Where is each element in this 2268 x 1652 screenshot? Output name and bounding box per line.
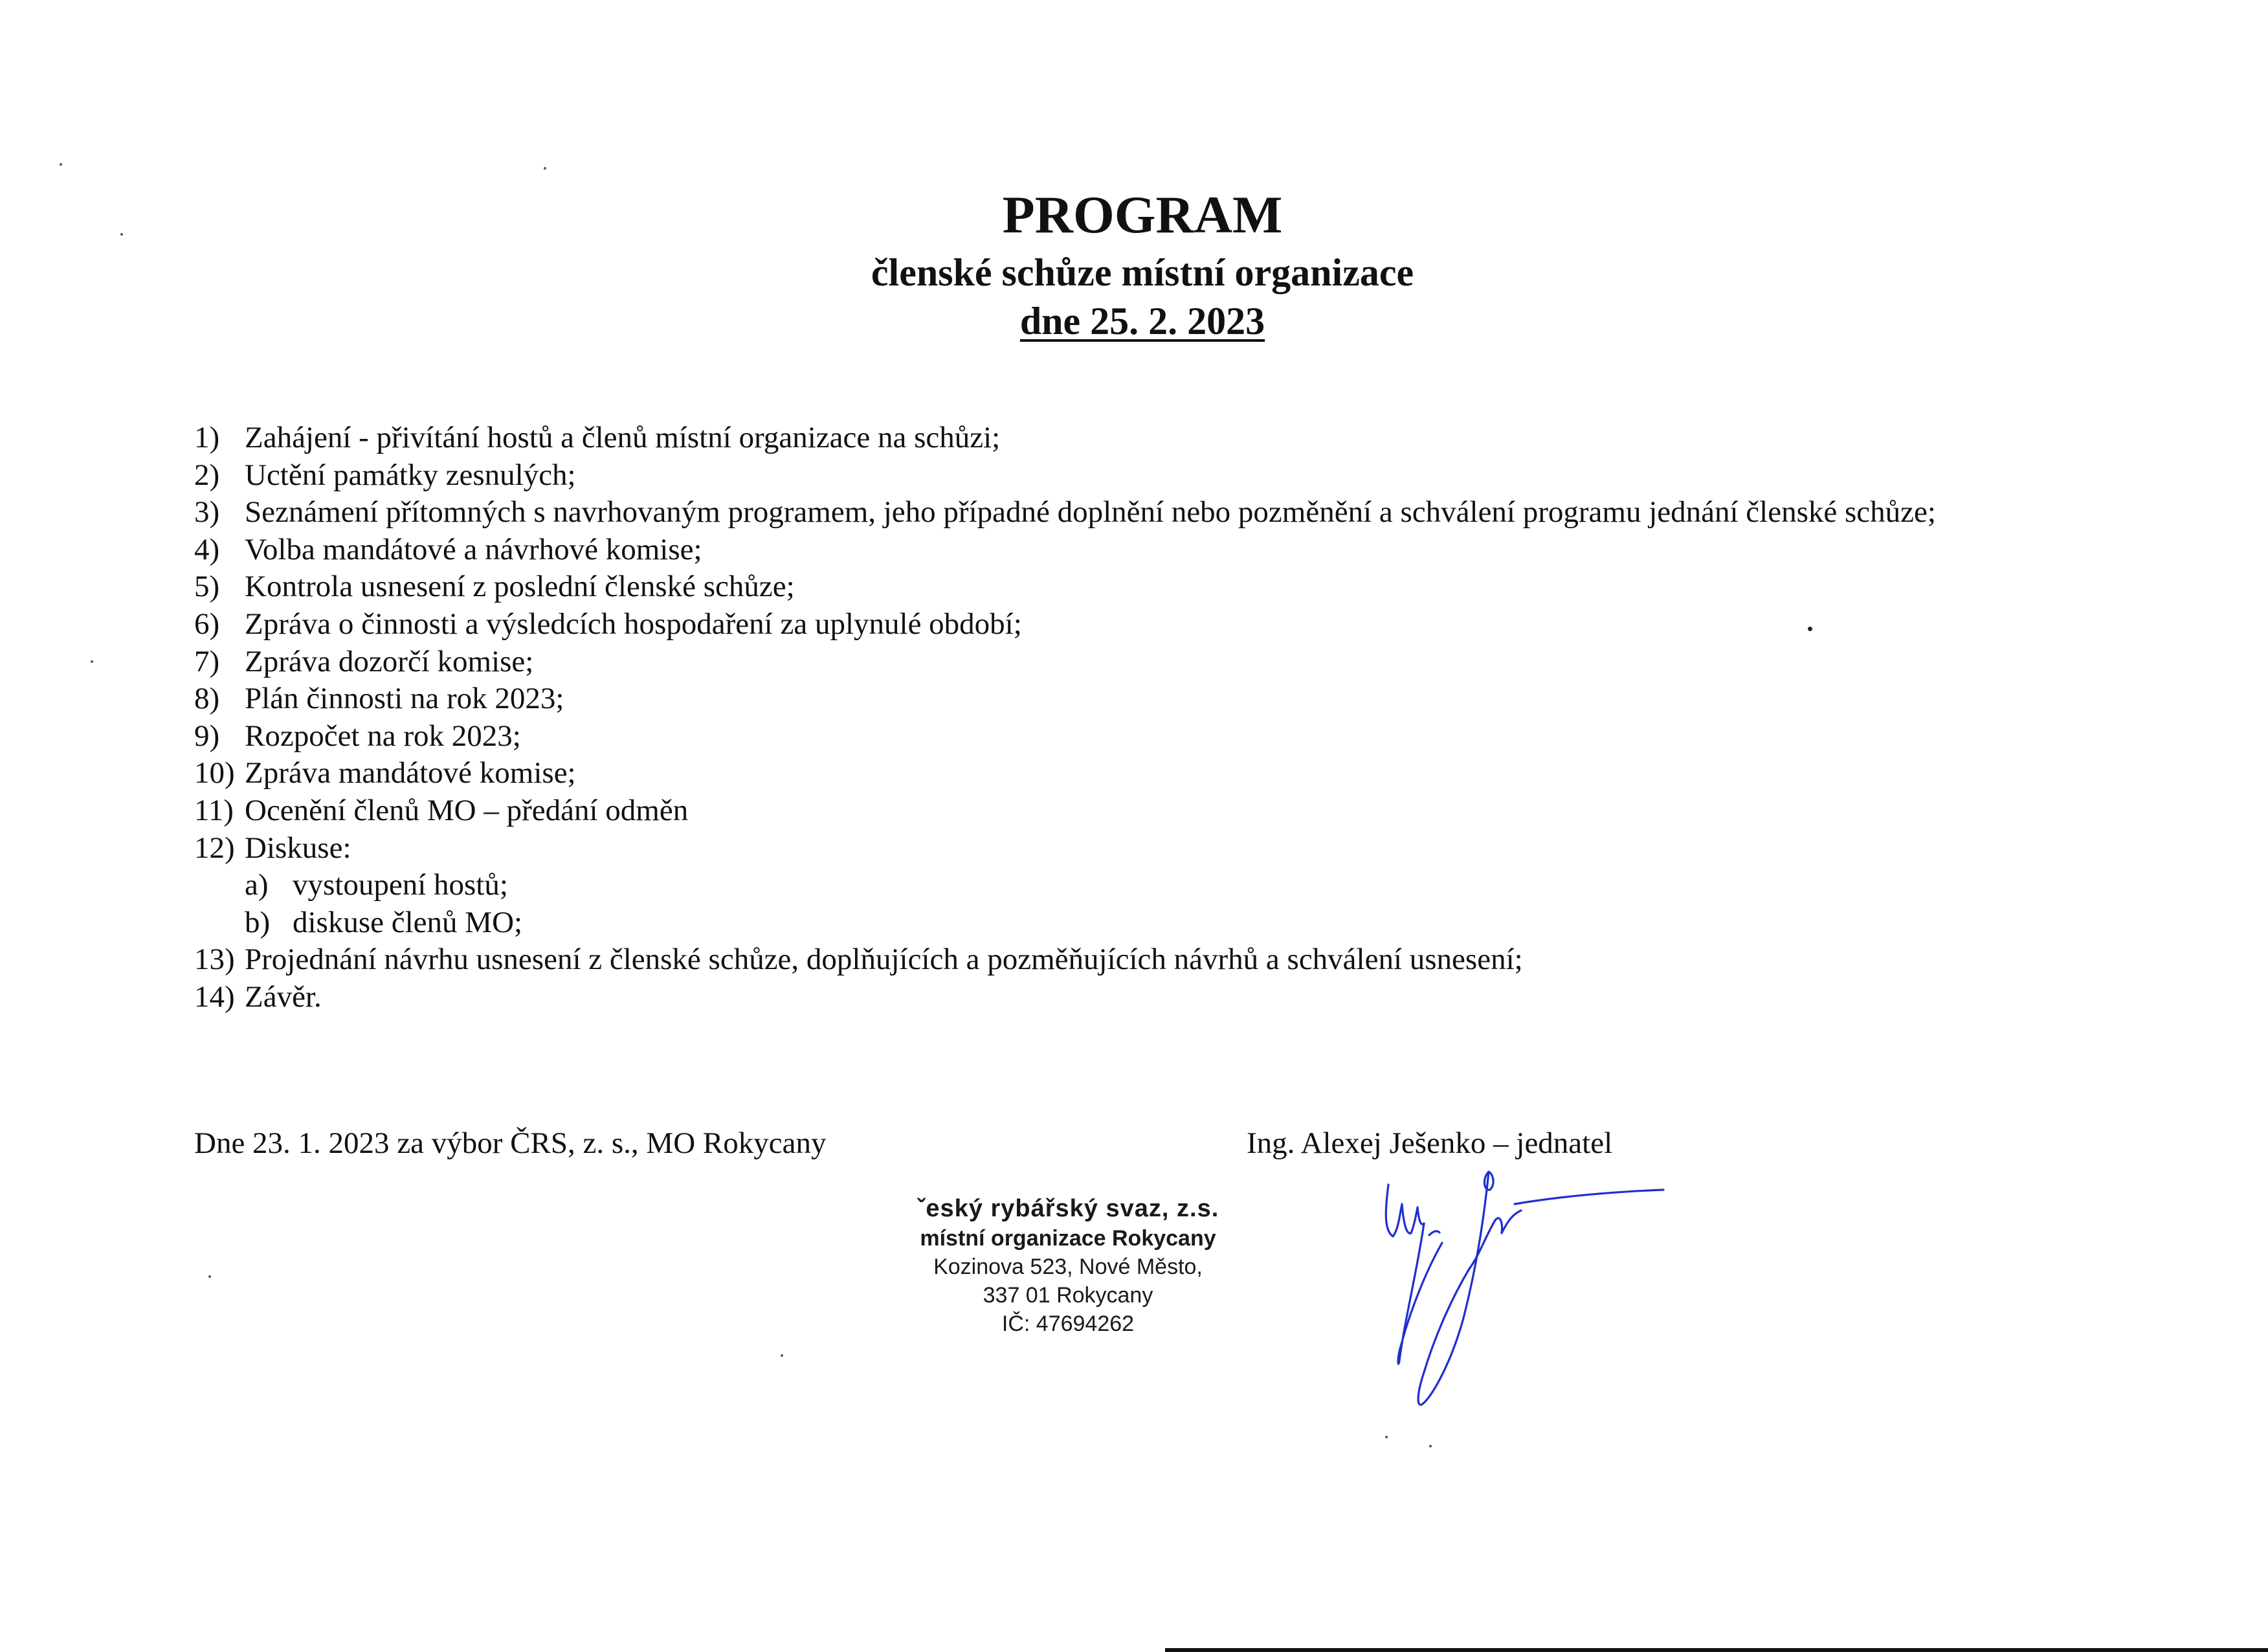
handwritten-signature xyxy=(1359,1159,1683,1418)
agenda-subitem-letter: b) xyxy=(245,905,271,939)
agenda-item-number: 13) xyxy=(194,943,235,977)
stamp-line-ico: IČ: 47694262 xyxy=(1001,1312,1135,1336)
agenda-item-number: 2) xyxy=(194,458,220,492)
scan-edge-line xyxy=(1165,1648,2268,1652)
agenda-item-number: 7) xyxy=(194,644,220,678)
agenda-item-text: Volba mandátové a návrhové komise; xyxy=(245,532,702,566)
agenda-item-text: Plán činnosti na rok 2023; xyxy=(245,682,564,716)
agenda-item-number: 4) xyxy=(194,532,220,566)
stamp-line-branch: místní organizace Rokycany xyxy=(920,1226,1216,1251)
agenda-item xyxy=(194,457,2201,495)
agenda-item xyxy=(194,568,2201,606)
agenda-item-text: Rozpočet na rok 2023; xyxy=(245,719,521,753)
scan-speck xyxy=(91,660,93,663)
agenda-item xyxy=(194,494,2201,531)
agenda-item-number: 1) xyxy=(194,421,220,454)
footer-date-committee: Dne 23. 1. 2023 za výbor ČRS, z. s., MO Rokycany xyxy=(194,1126,827,1160)
stamp-line-organization: ˇeský rybářský svaz, z.s. xyxy=(917,1195,1219,1222)
agenda-item xyxy=(194,419,2201,457)
agenda-item-number: 6) xyxy=(194,607,220,641)
scan-speck xyxy=(1808,627,1812,631)
scan-speck xyxy=(544,167,546,170)
agenda-subitem-letter: a) xyxy=(245,868,269,902)
scan-speck xyxy=(1429,1445,1432,1447)
agenda-item-text: Zpráva o činnosti a výsledcích hospodaření za uplynulé období; xyxy=(245,607,1022,641)
document-title: PROGRAM xyxy=(1002,185,1283,244)
agenda-item-number: 14) xyxy=(194,979,235,1014)
agenda-list xyxy=(194,419,2201,1016)
scan-speck xyxy=(120,233,123,236)
agenda-item-text: Uctění památky zesnulých; xyxy=(245,458,576,492)
agenda-subitem xyxy=(194,904,2201,942)
agenda-item-number: 3) xyxy=(194,495,220,530)
scan-speck xyxy=(1385,1436,1388,1438)
agenda-item xyxy=(194,941,2201,979)
agenda-item-number: 5) xyxy=(194,570,220,604)
agenda-item-number: 9) xyxy=(194,719,220,753)
agenda-subitem xyxy=(194,867,2201,904)
agenda-item xyxy=(194,643,2201,681)
agenda-item xyxy=(194,979,2201,1016)
agenda-item-text: Diskuse: xyxy=(245,831,351,865)
agenda-subitem-text: vystoupení hostů; xyxy=(293,868,508,902)
agenda-item-text: Seznámení přítomných s navrhovaným programem, jeho případné doplnění nebo pozměnění a schválení programu jednání členské schůze; xyxy=(245,495,1936,530)
document-date: dne 25. 2. 2023 xyxy=(1019,300,1265,342)
agenda-subitem-text: diskuse členů MO; xyxy=(293,905,523,939)
agenda-item-text: Závěr. xyxy=(245,979,322,1014)
agenda-item xyxy=(194,792,2201,830)
agenda-item-number: 8) xyxy=(194,682,220,716)
footer-signatory: Ing. Alexej Ješenko – jednatel xyxy=(1247,1126,1613,1160)
agenda-item xyxy=(194,830,2201,867)
agenda-item xyxy=(194,531,2201,569)
stamp-line-street: Kozinova 523, Nové Město, xyxy=(933,1255,1203,1279)
agenda-item-text: Zpráva dozorčí komise; xyxy=(245,644,534,678)
scan-speck xyxy=(781,1354,783,1357)
agenda-item-number: 10) xyxy=(194,756,235,790)
agenda-item xyxy=(194,606,2201,643)
agenda-item-text: Zpráva mandátové komise; xyxy=(245,756,576,790)
scan-speck xyxy=(208,1275,211,1278)
agenda-item xyxy=(194,755,2201,792)
agenda-item-text: Kontrola usnesení z poslední členské schůze; xyxy=(245,570,795,604)
organization-stamp xyxy=(828,1193,1307,1338)
agenda-item xyxy=(194,718,2201,755)
scan-speck xyxy=(60,163,62,166)
agenda-item-number: 12) xyxy=(194,831,235,865)
agenda-item-text: Zahájení - přivítání hostů a členů místní organizace na schůzi; xyxy=(245,421,1001,454)
agenda-item-number: 11) xyxy=(194,793,234,827)
document-subtitle: členské schůze místní organizace xyxy=(871,251,1414,294)
stamp-line-city: 337 01 Rokycany xyxy=(983,1283,1153,1308)
agenda-item-text: Ocenění členů MO – předání odměn xyxy=(245,793,689,827)
agenda-item xyxy=(194,680,2201,718)
agenda-item-text: Projednání návrhu usnesení z členské schůze, doplňujících a pozměňujících návrhů a schválení usnesení; xyxy=(245,943,1523,977)
